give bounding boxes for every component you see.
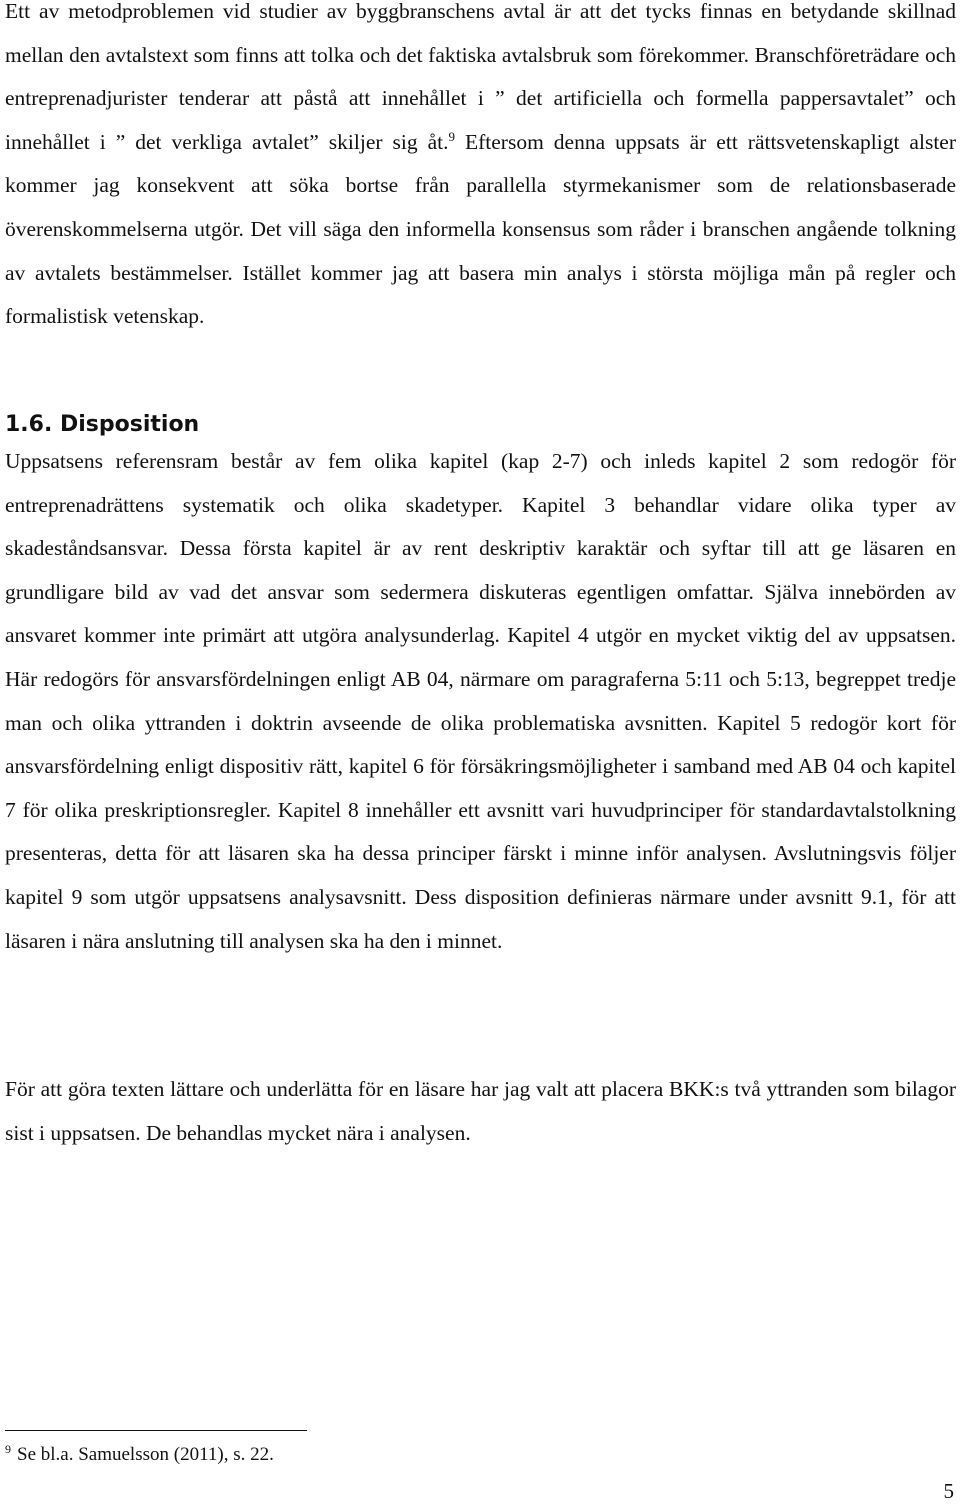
footnote-reference: 9 — [448, 128, 455, 144]
body-paragraph-disposition: Uppsatsens referensram består av fem olika kapitel (kap 2-7) och inleds kapitel 2 som redogör för entreprenadrättens systematik och olika skadetyper. Kapitel 3 behandlar vidare olika typer av skadeståndsansvar. Dessa första kapitel är av rent deskriptiv karaktär och syftar till att ge läsaren en grundligare bild av vad det ansvar som sedermera diskuteras egentligen omfattar. Själva innebörden av ansvaret kommer inte primärt att utgöra analysunderlag. Kapitel 4 utgör en mycket viktig del av uppsatsen. Här redogörs för ansvarsfördelningen enligt AB 04, närmare om paragraferna 5:11 och 5:13, begreppet tredje man och olika yttranden i doktrin avseende de olika problematiska avsnitten. Kapitel 5 redogör kort för ansvarsfördelning enligt dispositiv rätt, kapitel 6 för försäkringsmöjligheter i samband med AB 04 och kapitel 7 för olika preskriptionsregler. Kapitel 8 innehåller ett avsnitt vari huvudprinciper för standardavtalstolkning presenteras, detta för att läsaren ska ha dessa principer färskt i minne inför analysen. Avslutningsvis följer kapitel 9 som utgör uppsatsens analysavsnitt. Dess disposition definieras närmare under avsnitt 9.1, för att läsaren i nära anslutning till analysen ska ha den i minnet. — [5, 449, 956, 953]
body-paragraph-methodology — [5, 0, 956, 339]
footnote — [5, 1440, 274, 1470]
page-number: 5 — [943, 1479, 954, 1503]
section-heading: 1.6. Disposition — [5, 412, 200, 437]
paragraph-text-continued: Eftersom denna uppsats är ett rättsvetenskapligt alster kommer jag konsekvent att söka bortse från parallella styrmekanismer som de relationsbaserade överenskommelserna utgör. Det vill säga den informella konsensus som råder i branschen angående tolkning av avtalets bestämmelser. Istället kommer jag att basera min analys i största möjliga mån på regler och formalistisk vetenskap. — [5, 129, 956, 329]
footnote-divider — [5, 1430, 307, 1431]
footnote-number: 9 — [5, 1441, 11, 1456]
footnote-text: Se bl.a. Samuelsson (2011), s. 22. — [17, 1444, 274, 1465]
paragraph-text: Ett av metodproblemen vid studier av byggbranschens avtal är att det tycks finnas en betydande skillnad mellan den avtalstext som finns att tolka och det faktiska avtalsbruk som förekommer. Branschföreträdare och entreprenadjurister tenderar att påstå att innehållet i ” det artificiella och formella pappersavtalet” och innehållet i ” det verkliga avtalet” skiljer sig åt. — [5, 0, 956, 154]
body-paragraph-appendices: För att göra texten lättare och underlätta för en läsare har jag valt att placera BKK:s två yttranden som bilagor sist i uppsatsen. De behandlas mycket nära i analysen. — [5, 1077, 956, 1145]
